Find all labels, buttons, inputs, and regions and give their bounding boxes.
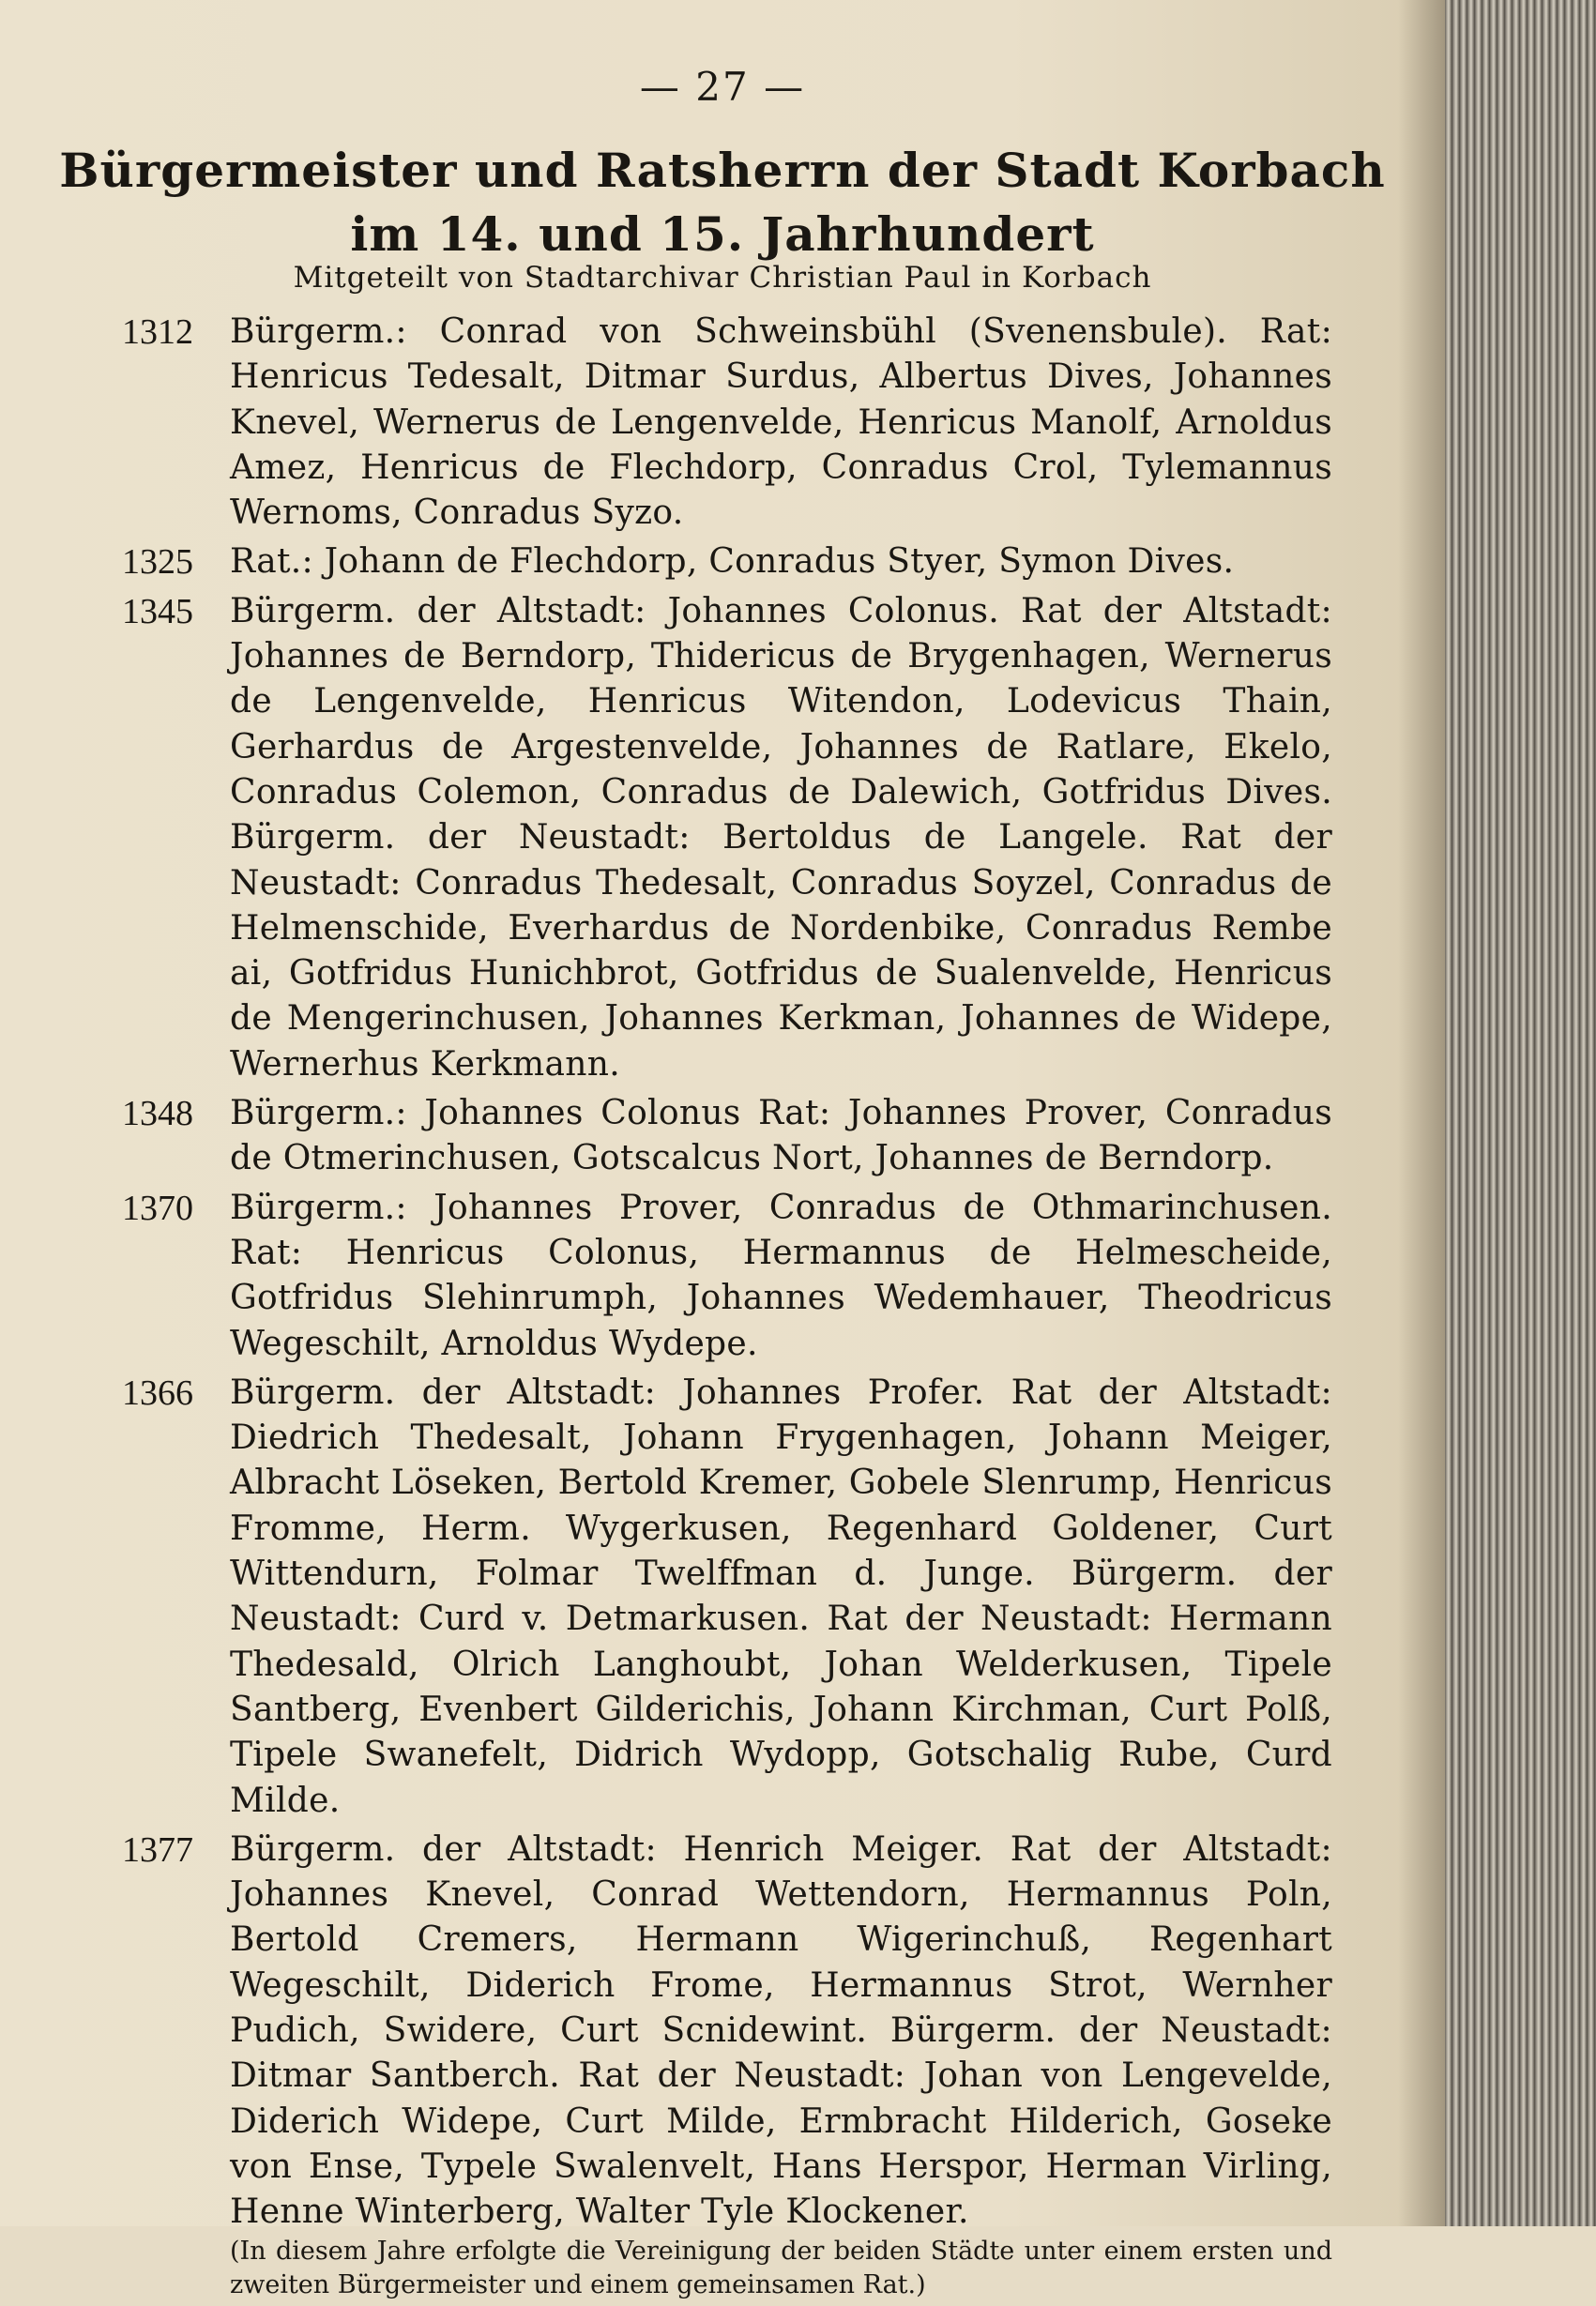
page-gutter-shadow — [1398, 0, 1445, 2226]
entries-list — [122, 310, 1332, 2306]
subtitle: Mitgeteilt von Stadtarchivar Christian Paul in Korbach — [293, 261, 1152, 295]
entry-text: Bürgerm. der Altstadt: Henrich Meiger. Rat der Altstadt: Johannes Knevel, Conrad Wettendorn, Hermannus Poln, Bertold Cremers, Hermann Wigerinchuß, Regenhart Wegeschilt, Diderich Frome, Hermannus Strot, Wernher Pudich, Swidere, Curt Scnidewint. Bürgerm. der Neustadt: Ditmar Santberch. Rat der Neustadt: Johan von Lengevelde, Diderich Widepe, Curt Milde, Ermbracht Hilderich, Goseke von Ense, Typele Swalenvelt, Hans Herspor, Herman Virling, Henne Winterberg, Walter Tyle Klockener. — [230, 1829, 1332, 2232]
page-number: — 27 — — [639, 64, 806, 110]
entry-1348 — [122, 1091, 1332, 1182]
entry-1345 — [122, 589, 1332, 1087]
entry-year: 1377 — [122, 1829, 193, 1870]
entry-1312 — [122, 310, 1332, 536]
entry-1325 — [122, 539, 1332, 584]
entry-1370 — [122, 1186, 1332, 1367]
entry-text: Bürgerm.: Johannes Colonus Rat: Johannes Prover, Conradus de Otmerinchusen, Gotscalcus Nort, Johannes de Berndorp. — [230, 1094, 1332, 1178]
entry-text: Bürgerm. der Altstadt: Johannes Colonus. Rat der Altstadt: Johannes de Berndorp, Thidericus de Brygenhagen, Wernerus de Lengenvelde, Henricus Witendon, Lodevicus Thain, Gerhardus de Argestenvelde, Johannes de Ratlare, Ekelo, Conradus Colemon, Conradus de Dalewich, Gotfridus Dives. Bürgerm. der Neustadt: Bertoldus de Langele. Rat der Neustadt: Conradus Thedesalt, Conradus Soyzel, Conradus de Helmenschide, Everhardus de Nordenbike, Conradus Rembe ai, Gotfridus Hunichbrot, Gotfridus de Sualenvelde, Henricus de Mengerinchusen, Johannes Kerkman, Johannes de Widepe, Wernerhus Kerkmann. — [230, 591, 1332, 1084]
title-line-2: im 14. und 15. Jahrhundert — [350, 206, 1095, 262]
entry-text: Bürgerm.: Conrad von Schweinsbühl (Svenensbule). Rat: Henricus Tedesalt, Ditmar Surdus, Albertus Dives, Johannes Knevel, Wernerus de Lengenvelde, Henricus Manolf, Arnoldus Amez, Henricus de Flechdorp, Conradus Crol, Tylemannus Wernoms, Conradus Syzo. — [230, 312, 1332, 533]
entry-year: 1325 — [122, 542, 193, 583]
entry-1366 — [122, 1371, 1332, 1824]
entry-text: Bürgerm. der Altstadt: Johannes Profer. Rat der Altstadt: Diedrich Thedesalt, Johann Frygenhagen, Johann Meiger, Albracht Löseken, Bertold Kremer, Gobele Slenrump, Henricus Fromme, Herm. Wygerkusen, Regenhard Goldener, Curt Wittendurn, Folmar Twelffman d. Junge. Bürgerm. der Neustadt: Curd v. Detmarkusen. Rat der Neustadt: Hermann Thedesald, Olrich Langhoubt, Johan Welderkusen, Tipele Santberg, Evenbert Gilderichis, Johann Kirchman, Curt Polß, Tipele Swanefelt, Didrich Wydopp, Gotschalig Rube, Curd Milde. — [230, 1373, 1332, 1820]
entry-note: (In diesem Jahre erfolgte die Vereinigung der beiden Städte unter einem ersten und zweiten Bürgermeister und einem gemeinsamen Rat.) — [230, 2237, 1332, 2300]
entry-text: Rat.: Johann de Flechdorp, Conradus Styer, Symon Dives. — [230, 542, 1235, 582]
entry-year: 1345 — [122, 591, 193, 631]
entry-year: 1312 — [122, 312, 193, 352]
entry-year: 1370 — [122, 1188, 193, 1228]
title-line-1: Bürgermeister und Ratsherrn der Stadt Korbach — [59, 143, 1386, 198]
entry-1377 — [122, 1828, 1332, 2303]
entry-year: 1366 — [122, 1373, 193, 1413]
book-page-edges — [1445, 0, 1596, 2226]
entry-year: 1348 — [122, 1094, 193, 1134]
entry-text: Bürgerm.: Johannes Prover, Conradus de Othmarinchusen. Rat: Henricus Colonus, Hermannus de Helmescheide, Gotfridus Slehinrumph, Johannes Wedemhauer, Theodricus Wegeschilt, Arnoldus Wydepe. — [230, 1188, 1332, 1363]
